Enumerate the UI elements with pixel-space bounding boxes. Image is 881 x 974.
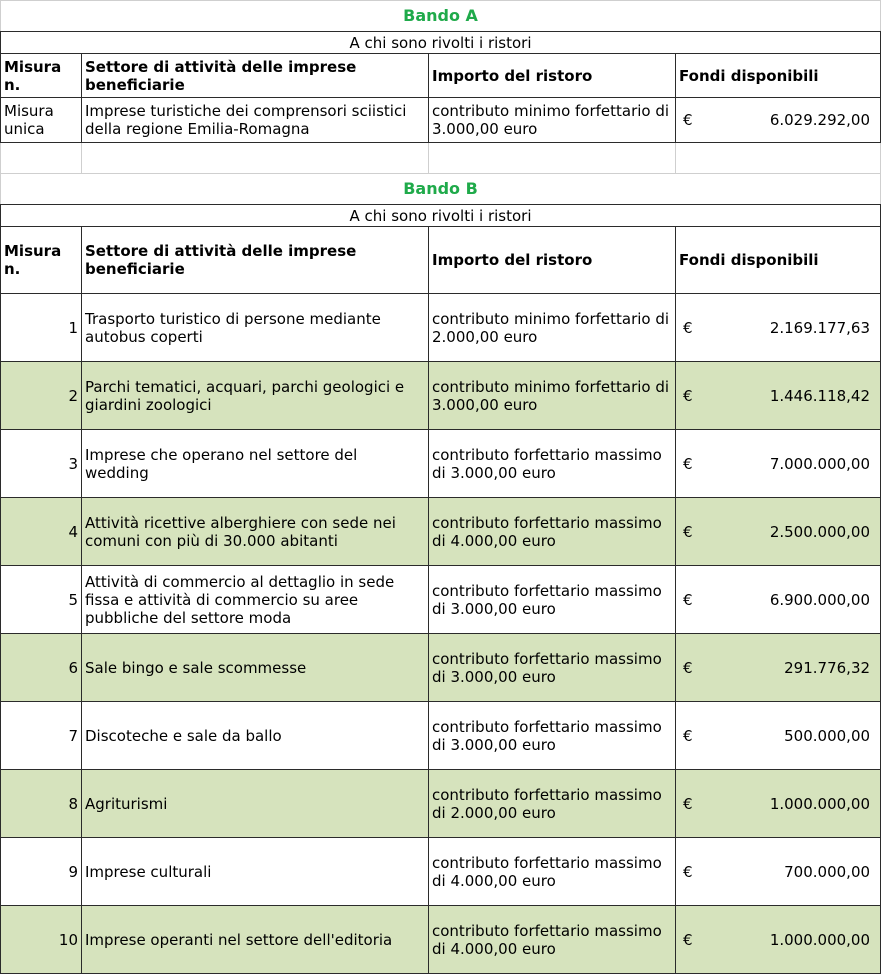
- row-fondi: [676, 98, 881, 143]
- row-misura-number: 5: [1, 566, 82, 634]
- currency-symbol: €: [683, 522, 693, 541]
- row-importo: contributo forfettario massimo di 4.000,00 euro: [429, 838, 676, 906]
- table-row: [1, 906, 881, 974]
- row-settore: Imprese turistiche dei comprensori sciistici della regione Emilia-Romagna: [82, 98, 429, 143]
- header-misura: Misura n.: [1, 54, 82, 98]
- row-importo: contributo forfettario massimo di 3.000,00 euro: [429, 566, 676, 634]
- row-importo: contributo forfettario massimo di 3.000,00 euro: [429, 702, 676, 770]
- header-settore: Settore di attività delle imprese beneficiarie: [82, 54, 429, 98]
- row-settore: Imprese culturali: [82, 838, 429, 906]
- row-misura-number: 2: [1, 362, 82, 430]
- table-row: [1, 430, 881, 498]
- spacer-row: [1, 143, 881, 174]
- fondi-amount: 700.000,00: [784, 862, 871, 881]
- table-row: [1, 634, 881, 702]
- row-fondi: [676, 294, 881, 362]
- bando-a-header-row: [1, 54, 881, 98]
- row-fondi: [676, 430, 881, 498]
- currency-symbol: €: [683, 794, 693, 813]
- row-settore: Parchi tematici, acquari, parchi geologici e giardini zoologici: [82, 362, 429, 430]
- fondi-amount: 2.500.000,00: [769, 522, 871, 541]
- fondi-amount: 1.000.000,00: [769, 794, 871, 813]
- row-misura-number: 6: [1, 634, 82, 702]
- bando-b-header-row: [1, 227, 881, 294]
- row-importo: contributo forfettario massimo di 3.000,00 euro: [429, 430, 676, 498]
- row-misura-number: 7: [1, 702, 82, 770]
- table-row: [1, 702, 881, 770]
- currency-symbol: €: [683, 111, 693, 129]
- row-importo: contributo forfettario massimo di 3.000,00 euro: [429, 634, 676, 702]
- fondi-amount: 6.900.000,00: [769, 590, 871, 609]
- row-fondi: [676, 770, 881, 838]
- row-misura-number: 1: [1, 294, 82, 362]
- fondi-amount: 7.000.000,00: [769, 454, 871, 473]
- bando-b-title: Bando B: [1, 174, 881, 205]
- currency-symbol: €: [683, 318, 693, 337]
- currency-symbol: €: [683, 590, 693, 609]
- table-row: [1, 498, 881, 566]
- fondi-amount: 1.000.000,00: [769, 930, 871, 949]
- row-fondi: [676, 702, 881, 770]
- row-misura: Misura unica: [1, 98, 82, 143]
- row-settore: Imprese operanti nel settore dell'editoria: [82, 906, 429, 974]
- currency-symbol: €: [683, 726, 693, 745]
- table-row: [1, 362, 881, 430]
- table-row: [1, 294, 881, 362]
- row-settore: Trasporto turistico di persone mediante autobus coperti: [82, 294, 429, 362]
- header-importo: Importo del ristoro: [429, 227, 676, 294]
- row-misura-number: 4: [1, 498, 82, 566]
- row-settore: Attività di commercio al dettaglio in sede fissa e attività di commercio su aree pubbliche del settore moda: [82, 566, 429, 634]
- currency-symbol: €: [683, 658, 693, 677]
- header-settore: Settore di attività delle imprese beneficiarie: [82, 227, 429, 294]
- row-importo: contributo forfettario massimo di 2.000,00 euro: [429, 770, 676, 838]
- row-misura-number: 9: [1, 838, 82, 906]
- bando-a-subtitle: A chi sono rivolti i ristori: [1, 32, 881, 54]
- row-settore: Discoteche e sale da ballo: [82, 702, 429, 770]
- row-importo: contributo minimo forfettario di 2.000,00 euro: [429, 294, 676, 362]
- header-fondi: Fondi disponibili: [676, 54, 881, 98]
- currency-symbol: €: [683, 862, 693, 881]
- row-settore: Agriturismi: [82, 770, 429, 838]
- row-fondi: [676, 498, 881, 566]
- fondi-amount: 2.169.177,63: [769, 318, 871, 337]
- row-fondi: [676, 838, 881, 906]
- row-fondi: [676, 906, 881, 974]
- header-importo: Importo del ristoro: [429, 54, 676, 98]
- fondi-amount: 291.776,32: [784, 658, 871, 677]
- currency-symbol: €: [683, 930, 693, 949]
- row-importo: contributo minimo forfettario di 3.000,00 euro: [429, 362, 676, 430]
- currency-symbol: €: [683, 454, 693, 473]
- row-importo: contributo minimo forfettario di 3.000,00 euro: [429, 98, 676, 143]
- bando-b-rows: [1, 294, 881, 974]
- row-fondi: [676, 566, 881, 634]
- table-row: [1, 566, 881, 634]
- bando-a-title: Bando A: [1, 1, 881, 32]
- fondi-amount: 1.446.118,42: [769, 386, 871, 405]
- row-misura-number: 8: [1, 770, 82, 838]
- table-row: [1, 838, 881, 906]
- table-row: [1, 770, 881, 838]
- currency-symbol: €: [683, 386, 693, 405]
- row-importo: contributo forfettario massimo di 4.000,00 euro: [429, 498, 676, 566]
- header-fondi: Fondi disponibili: [676, 227, 881, 294]
- row-misura-number: 3: [1, 430, 82, 498]
- row-fondi: [676, 634, 881, 702]
- row-settore: Sale bingo e sale scommesse: [82, 634, 429, 702]
- row-settore: Imprese che operano nel settore del wedding: [82, 430, 429, 498]
- header-misura: Misura n.: [1, 227, 82, 294]
- row-fondi: [676, 362, 881, 430]
- table-row: [1, 98, 881, 143]
- bando-b-subtitle: A chi sono rivolti i ristori: [1, 205, 881, 227]
- row-importo: contributo forfettario massimo di 4.000,00 euro: [429, 906, 676, 974]
- row-misura-number: 10: [1, 906, 82, 974]
- fondi-amount: 500.000,00: [784, 726, 871, 745]
- fondi-amount: 6.029.292,00: [769, 111, 871, 129]
- row-settore: Attività ricettive alberghiere con sede nei comuni con più di 30.000 abitanti: [82, 498, 429, 566]
